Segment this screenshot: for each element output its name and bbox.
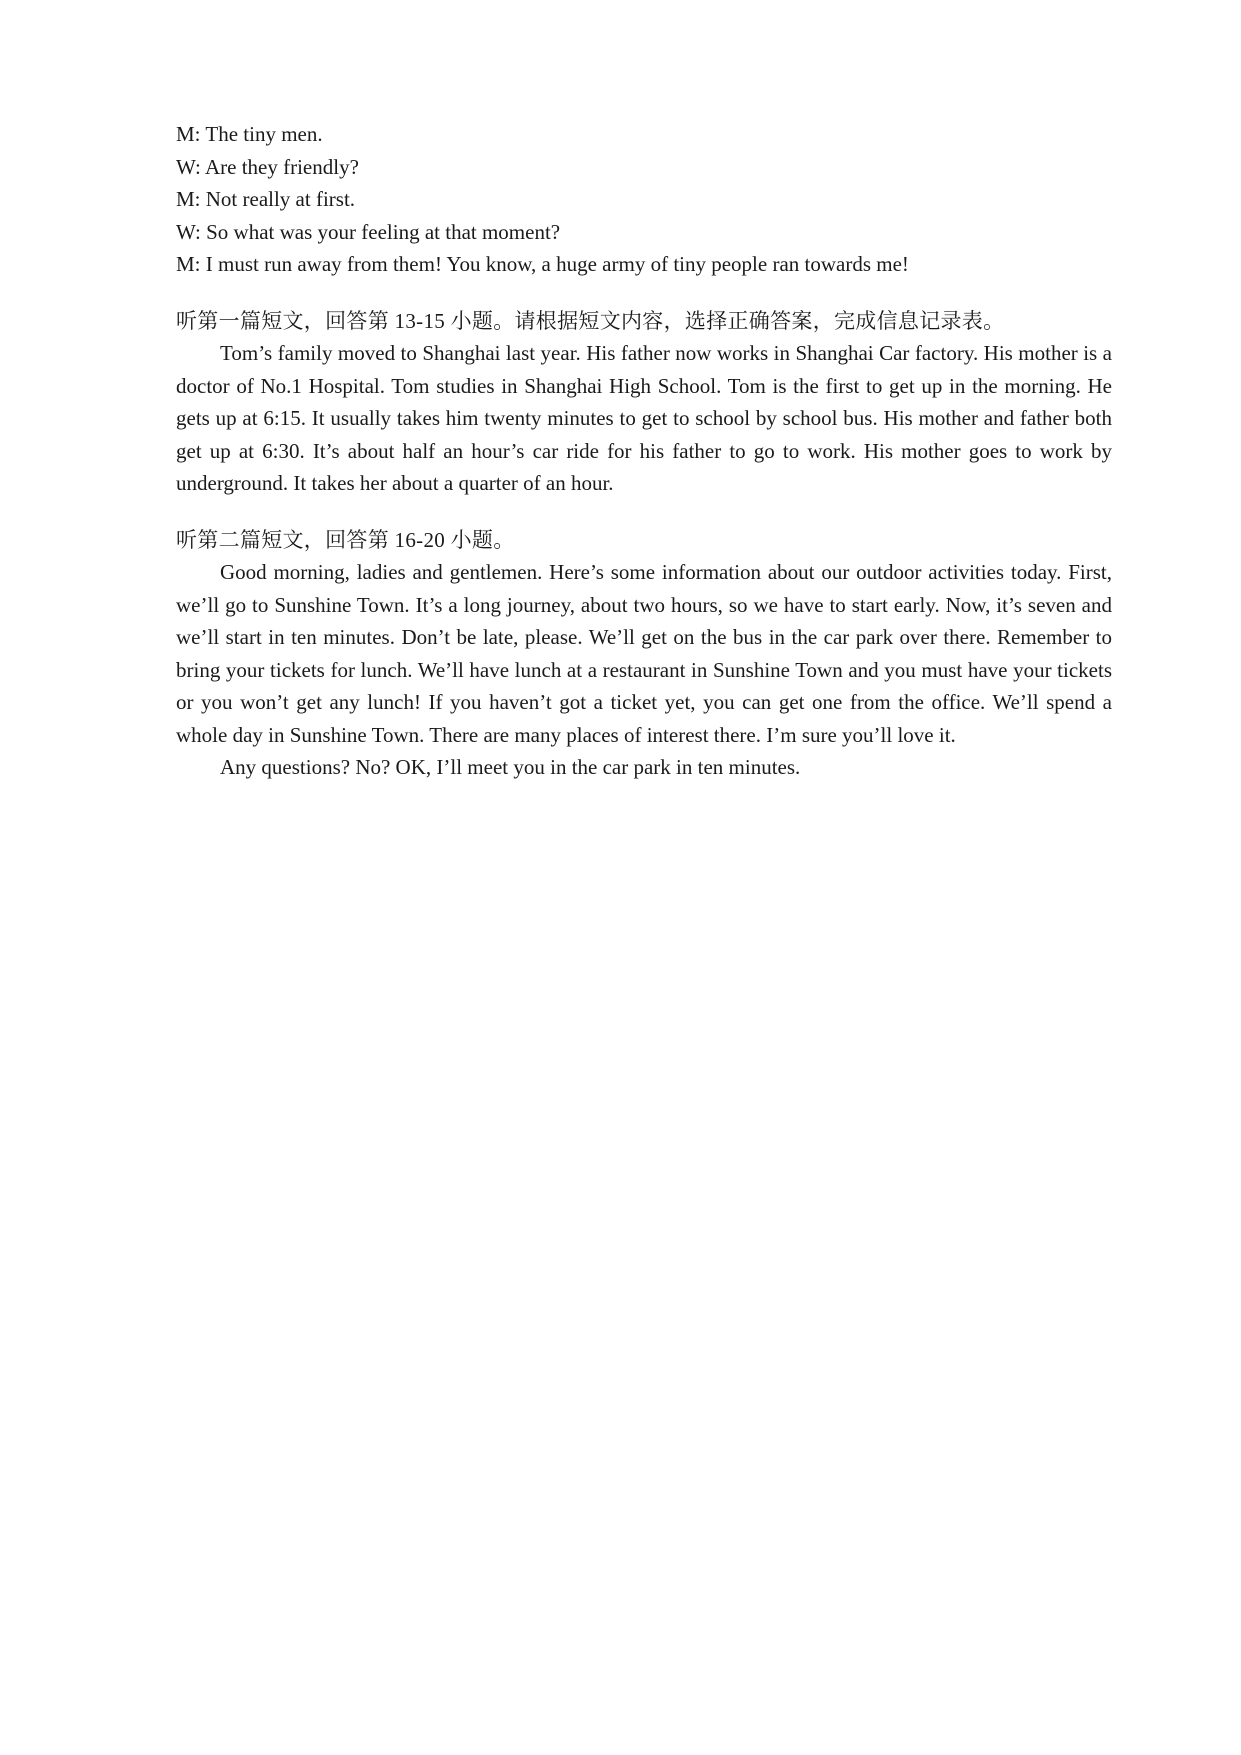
section-spacer [176, 500, 1112, 524]
dialogue-line: W: Are they friendly? [176, 154, 359, 179]
section-spacer [176, 281, 1112, 305]
document-page [176, 118, 1112, 784]
dialogue-line: M: The tiny men. [176, 122, 323, 146]
dialogue-line: M: Not really at first. [176, 187, 356, 211]
section1-paragraph: Tom’s family moved to Shanghai last year. His father now works in Shanghai Car factory. His mother is a doctor of No.1 Hospital. Tom studies in Shanghai High School. Tom is the first to get up in the morning. He gets up at 6:15. It usually takes him twenty minutes to get to school by school bus. His mother and father both get up at 6:30. It’s about half an hour’s car ride for his father to go to work. His mother goes to work by underground. It takes her about a quarter of an hour. [176, 341, 1112, 495]
dialogue-line: M: I must run away from them! You know, a huge army of tiny people ran towards me! [176, 252, 909, 276]
section2-paragraph-2: Any questions? No? OK, I’ll meet you in the car park in ten minutes. [220, 755, 801, 779]
dialogue-line: W: So what was your feeling at that moment? [176, 219, 561, 244]
section2-paragraph-1: Good morning, ladies and gentlemen. Here’s some information about our outdoor activities today. First, we’ll go to Sunshine Town. It’s a long journey, about two hours, so we have to start early. Now, it’s seven and we’ll start in ten minutes. Don’t be late, please. We’ll get on the bus in the car park over there. Remember to bring your tickets for lunch. We’ll have lunch at a restaurant in Sunshine Town and you must have your tickets or you won’t get any lunch! If you haven’t got a ticket yet, you can get one from the office. We’ll spend a whole day in Sunshine Town. There are many places of interest there. I’m sure you’ll love it. [176, 560, 1112, 747]
section1-heading: 听第一篇短文，回答第 13-15 小题。请根据短文内容，选择正确答案，完成信息记录表。 [176, 308, 1005, 333]
section2-heading: 听第二篇短文，回答第 16-20 小题。 [176, 527, 515, 552]
